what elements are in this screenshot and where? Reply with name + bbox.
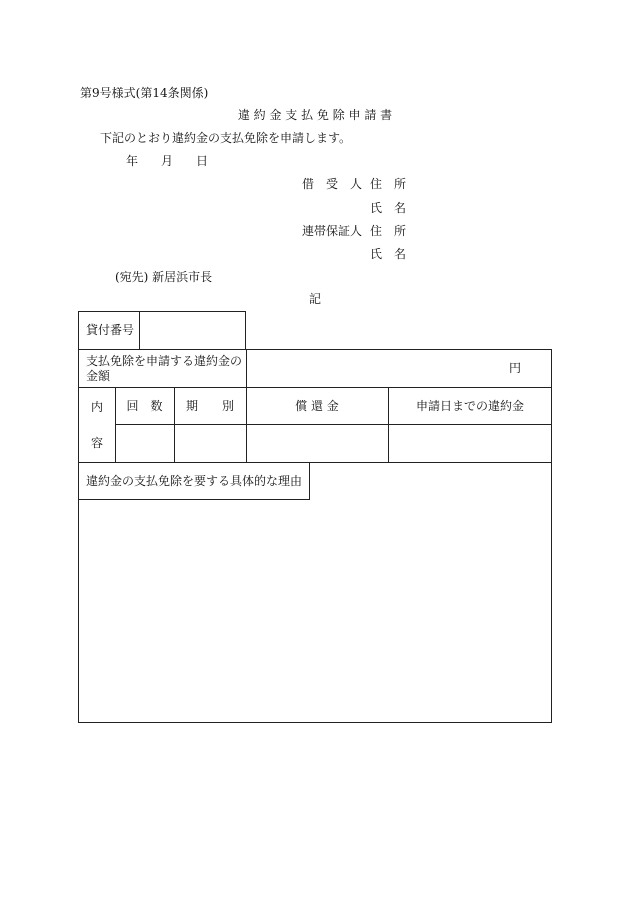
ki-mark: 記 — [308, 292, 321, 306]
content-label-top: 内 — [91, 400, 104, 414]
reason-label: 違約金の支払免除を要する具体的な理由 — [86, 474, 303, 488]
reason-field[interactable] — [80, 502, 550, 721]
content-label-bottom: 容 — [91, 436, 104, 450]
form-number: 第9号様式(第14条関係) — [80, 86, 209, 100]
date-day: 日 — [196, 154, 209, 168]
borrower-name-label: 氏 名 — [370, 201, 407, 215]
guarantor-name-label: 氏 名 — [370, 247, 407, 261]
col-header-period: 期 別 — [185, 399, 234, 413]
amount-divider — [246, 349, 247, 387]
intro-text: 下記のとおり違約金の支払免除を申請します。 — [100, 131, 352, 145]
loan-number-label: 貸付番号 — [86, 323, 135, 337]
row-divider-1 — [78, 387, 552, 388]
exempt-amount-label-1: 支払免除を申請する違約金の — [86, 354, 243, 368]
exempt-amount-field[interactable] — [248, 351, 548, 385]
date-month: 月 — [161, 154, 174, 168]
penalty-to-date-cell[interactable] — [390, 426, 550, 461]
guarantor-address-label: 住 所 — [370, 224, 407, 238]
exempt-amount-label-2: 金額 — [86, 369, 111, 383]
col-header-repayment: 償 還 金 — [295, 399, 339, 413]
borrower-address-label: 住 所 — [370, 177, 407, 191]
col-header-count: 回 数 — [126, 399, 163, 413]
loan-number-field[interactable] — [141, 313, 244, 348]
row-divider-2 — [115, 424, 552, 425]
document-title: 違 約 金 支 払 免 除 申 請 書 — [237, 108, 393, 122]
yen-unit: 円 — [509, 361, 522, 375]
loan-number-divider — [139, 311, 140, 350]
repayment-cell[interactable] — [248, 426, 386, 461]
guarantor-label: 連帯保証人 — [302, 224, 363, 238]
period-cell[interactable] — [176, 426, 244, 461]
date-year: 年 — [126, 154, 139, 168]
count-cell[interactable] — [117, 426, 172, 461]
borrower-label: 借 受 人 — [302, 177, 363, 191]
addressee: (宛先) 新居浜市長 — [115, 270, 213, 284]
col-header-penalty-to-date: 申請日までの違約金 — [415, 399, 524, 413]
